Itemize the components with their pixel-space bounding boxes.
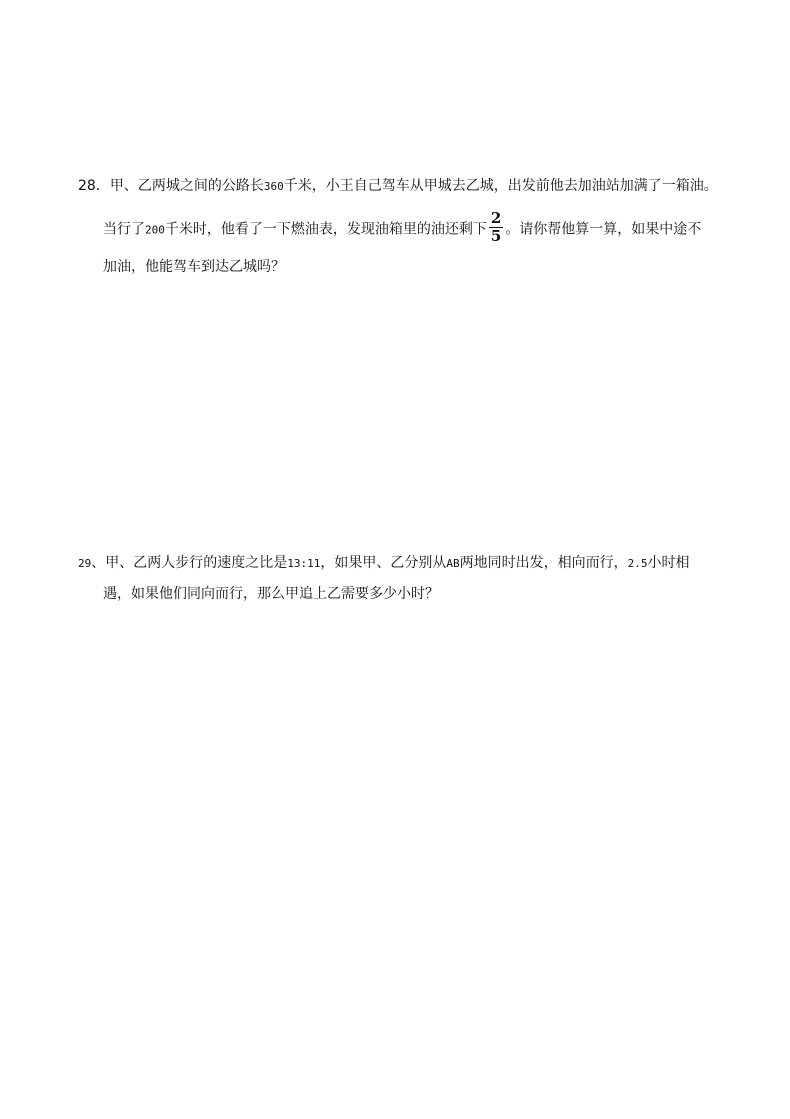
question-text: 千米时，他看了一下燃油表，发现油箱里的油还剩下 [164,221,487,238]
question-28-line-1 [78,176,718,197]
fraction-denominator: 5 [490,227,502,245]
question-29-line-2 [78,584,718,604]
question-text: 千米，小王自己驾车从甲城去乙城，出发前他去加油站加满了一箱油。 [283,178,718,194]
question-text: 当行了 [103,221,145,238]
question-text: 、甲、乙两人步行的速度之比是 [91,555,288,571]
question-28 [78,176,718,277]
question-text: ，如果甲、乙分别从 [320,555,447,571]
location-label: AB [446,557,460,570]
question-29-line-1 [78,553,718,574]
question-29 [78,553,718,604]
question-number: 28． [78,178,110,194]
question-text: 加油，他能驾车到达乙城吗？ [103,259,285,275]
time-value: 2.5 [627,557,648,570]
traveled-value: 200 [145,223,165,237]
question-text: 遇，如果他们同向而行，那么甲追上乙需要多少小时？ [103,586,439,602]
question-28-line-3 [78,257,718,277]
question-text: 甲、乙两城之间的公路长 [109,178,264,194]
question-text: 。请你帮他算一算，如果中途不 [505,221,702,238]
speed-ratio-value: 13:11 [287,557,321,570]
question-text: 两地同时出发，相向而行， [459,555,628,571]
question-number: 29 [78,557,92,570]
question-28-line-2 [78,209,718,245]
fraction-two-fifths [489,211,503,244]
distance-value: 360 [263,180,284,193]
fraction-numerator: 2 [490,209,502,227]
question-text: 小时相 [647,555,690,571]
